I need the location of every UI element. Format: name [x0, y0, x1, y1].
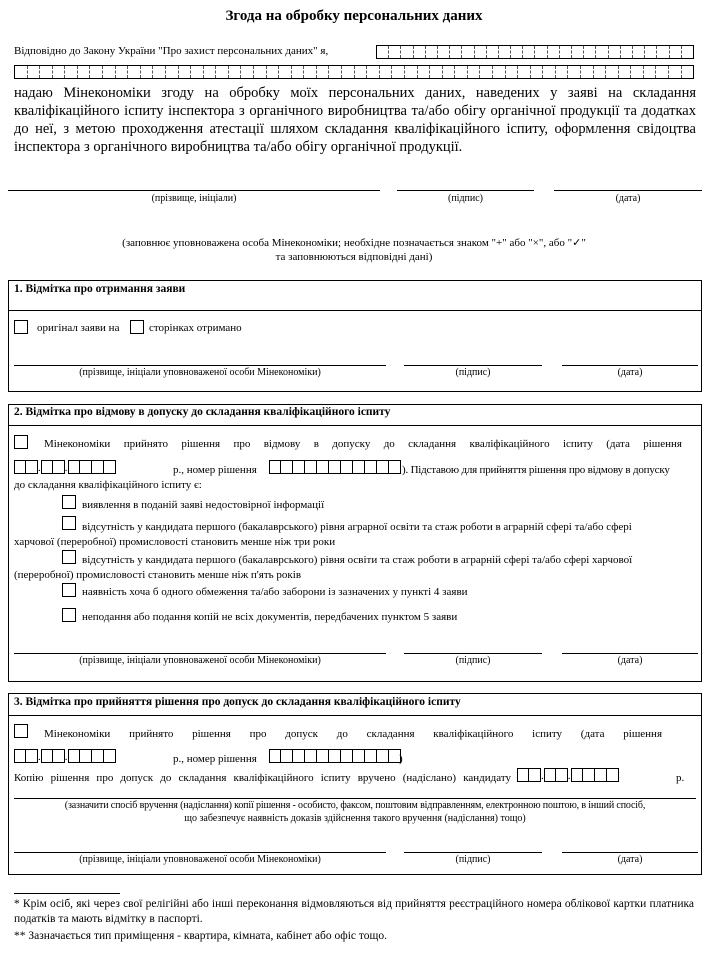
s1-signature-line[interactable]: [404, 365, 542, 366]
s2-signature-caption: (підпис): [455, 655, 491, 666]
footnote-1: * Крім осіб, які через свої релігійні або інші переконання відмовляються від прийняття реєстраційного номера облікової картки платника податків та мають відмітку в паспорті.: [14, 898, 694, 925]
row-b-label: сторінках отримано: [149, 322, 242, 334]
s2-line3: до складання кваліфікаційного іспиту є:: [14, 479, 202, 491]
s2-date-caption: (дата): [617, 655, 643, 666]
s2-line1: Мінекономіки прийнято рішення про відмову в допуску до складання кваліфікаційного іспиту (дата рішення: [44, 438, 682, 450]
s2-number-cells[interactable]: [269, 460, 401, 474]
consent-prefix: Відповідно до Закону України "Про захист персональних даних" я,: [14, 45, 329, 57]
page-title: Згода на обробку персональних даних: [225, 8, 483, 24]
s3-surname-line[interactable]: [14, 852, 386, 853]
s1-surname-line[interactable]: [14, 365, 386, 366]
s3-date-cells[interactable]: . .: [14, 749, 116, 763]
original-checkbox[interactable]: [14, 320, 28, 334]
s3-number-cells[interactable]: [269, 749, 401, 763]
method-caption-2: що забезпечує наявність доказів здійснення такого вручення (надіслання) тощо): [184, 813, 526, 824]
reason-3-cont: (переробної) промисловості становить менше ніж п'ять років: [14, 569, 302, 581]
method-caption-1: (зазначити спосіб вручення (надіслання) копії рішення - особисто, факсом, поштовим відправленням, електронною поштою, в інший спосіб,: [64, 800, 646, 811]
surname-line[interactable]: [8, 190, 380, 191]
s3-date-line[interactable]: [562, 852, 698, 853]
s2-surname-caption: (прізвище, ініціали уповноваженої особи Мінекономіки): [79, 655, 321, 666]
reason-2: відсутність у кандидата першого (бакалаврського) рівня аграрної освіти та стаж роботи в аграрній сфері та/або сфері: [82, 521, 632, 533]
reason-1-checkbox[interactable]: [62, 495, 76, 509]
name-cells-1[interactable]: [376, 45, 694, 59]
date-line[interactable]: [554, 190, 702, 191]
reason-3: відсутність у кандидата першого (бакалаврського) рівня освіти та стаж роботи в аграрній сфері та/або сфері харчової: [82, 554, 633, 566]
reason-2-cont: харчової (переробної) промисловості становить менше ніж три роки: [14, 536, 336, 548]
s2-signature-line[interactable]: [404, 653, 542, 654]
section-1-divider: [8, 310, 702, 311]
s2-date-suffix: р., номер рішення: [173, 464, 257, 476]
section-2-heading: 2. Відмітка про відмову в допуску до складання кваліфікаційного іспиту: [14, 406, 391, 418]
reason-5-checkbox[interactable]: [62, 608, 76, 622]
s1-date-caption: (дата): [617, 367, 643, 378]
s2-date-cells[interactable]: . .: [14, 460, 116, 474]
s3-copy-date-cells[interactable]: . .: [517, 768, 619, 782]
reason-4: наявність хоча б одного обмеження та/або заборони із зазначених у пункті 4 заяви: [82, 586, 468, 598]
section-2-divider: [8, 425, 702, 426]
pages-count-box[interactable]: [130, 320, 144, 334]
footnote-2: ** Зазначається тип приміщення - квартира, кімната, кабінет або офіс тощо.: [14, 930, 387, 942]
s3-close: ): [399, 753, 403, 765]
s3-date-suffix: р., номер рішення: [173, 753, 257, 765]
refusal-checkbox[interactable]: [14, 435, 28, 449]
section-3-heading: 3. Відмітка про прийняття рішення про допуск до складання кваліфікаційного іспиту: [14, 696, 461, 708]
reason-3-checkbox[interactable]: [62, 550, 76, 564]
s3-signature-caption: (підпис): [455, 854, 491, 865]
reason-4-checkbox[interactable]: [62, 583, 76, 597]
instruction-line1: (заповнює уповноважена особа Мінекономіки; необхідне позначається знаком "+" або "×", або "✓": [122, 237, 586, 249]
section-1-heading: 1. Відмітка про отримання заяви: [14, 283, 186, 295]
s2-date-line[interactable]: [562, 653, 698, 654]
s3-copy-suffix: р.: [676, 772, 685, 784]
s3-copy-line: Копію рішення про допуск до складання кваліфікаційного іспиту вручено (надіслано) кандидату: [14, 772, 511, 784]
s2-after-number: ). Підставою для прийняття рішення про відмову в допуску: [402, 464, 670, 476]
reason-5: неподання або подання копій не всіх документів, передбачених пунктом 5 заяви: [82, 611, 458, 623]
s3-surname-caption: (прізвище, ініціали уповноваженої особи Мінекономіки): [79, 854, 321, 865]
s1-signature-caption: (підпис): [455, 367, 491, 378]
s1-date-line[interactable]: [562, 365, 698, 366]
footnote-separator: [14, 893, 120, 894]
instruction-line2: та заповнюються відповідні дані): [275, 251, 433, 263]
date-caption: (дата): [615, 193, 641, 204]
reason-1: виявлення в поданій заяві недостовірної інформації: [82, 499, 325, 511]
s1-surname-caption: (прізвище, ініціали уповноваженої особи Мінекономіки): [79, 367, 321, 378]
surname-caption: (прізвище, ініціали): [151, 193, 237, 204]
signature-caption: (підпис): [447, 193, 484, 204]
name-cells-2[interactable]: [14, 65, 694, 79]
section-3: [8, 693, 702, 875]
consent-text: надаю Мінекономіки згоду на обробку моїх персональних даних, наведених у заяві на складання кваліфікаційного іспиту інспектора з органічного виробництва та/або обігу органічної продукції та додатках до неї, з метою проходження атестації шляхом складання кваліфікаційного іспиту, оформлення свідоцтва інспектора з органічного виробництва та/або обігу органічної продукції.: [14, 85, 696, 155]
section-3-divider: [8, 715, 702, 716]
s2-surname-line[interactable]: [14, 653, 386, 654]
s3-signature-line[interactable]: [404, 852, 542, 853]
signature-line[interactable]: [397, 190, 534, 191]
reason-2-checkbox[interactable]: [62, 516, 76, 530]
admission-checkbox[interactable]: [14, 724, 28, 738]
s3-line1: Мінекономіки прийнято рішення про допуск до складання кваліфікаційного іспиту (дата рішення: [44, 728, 662, 740]
s3-date-caption: (дата): [617, 854, 643, 865]
row-a-label: оригінал заяви на: [37, 322, 120, 334]
method-line[interactable]: [14, 798, 696, 799]
